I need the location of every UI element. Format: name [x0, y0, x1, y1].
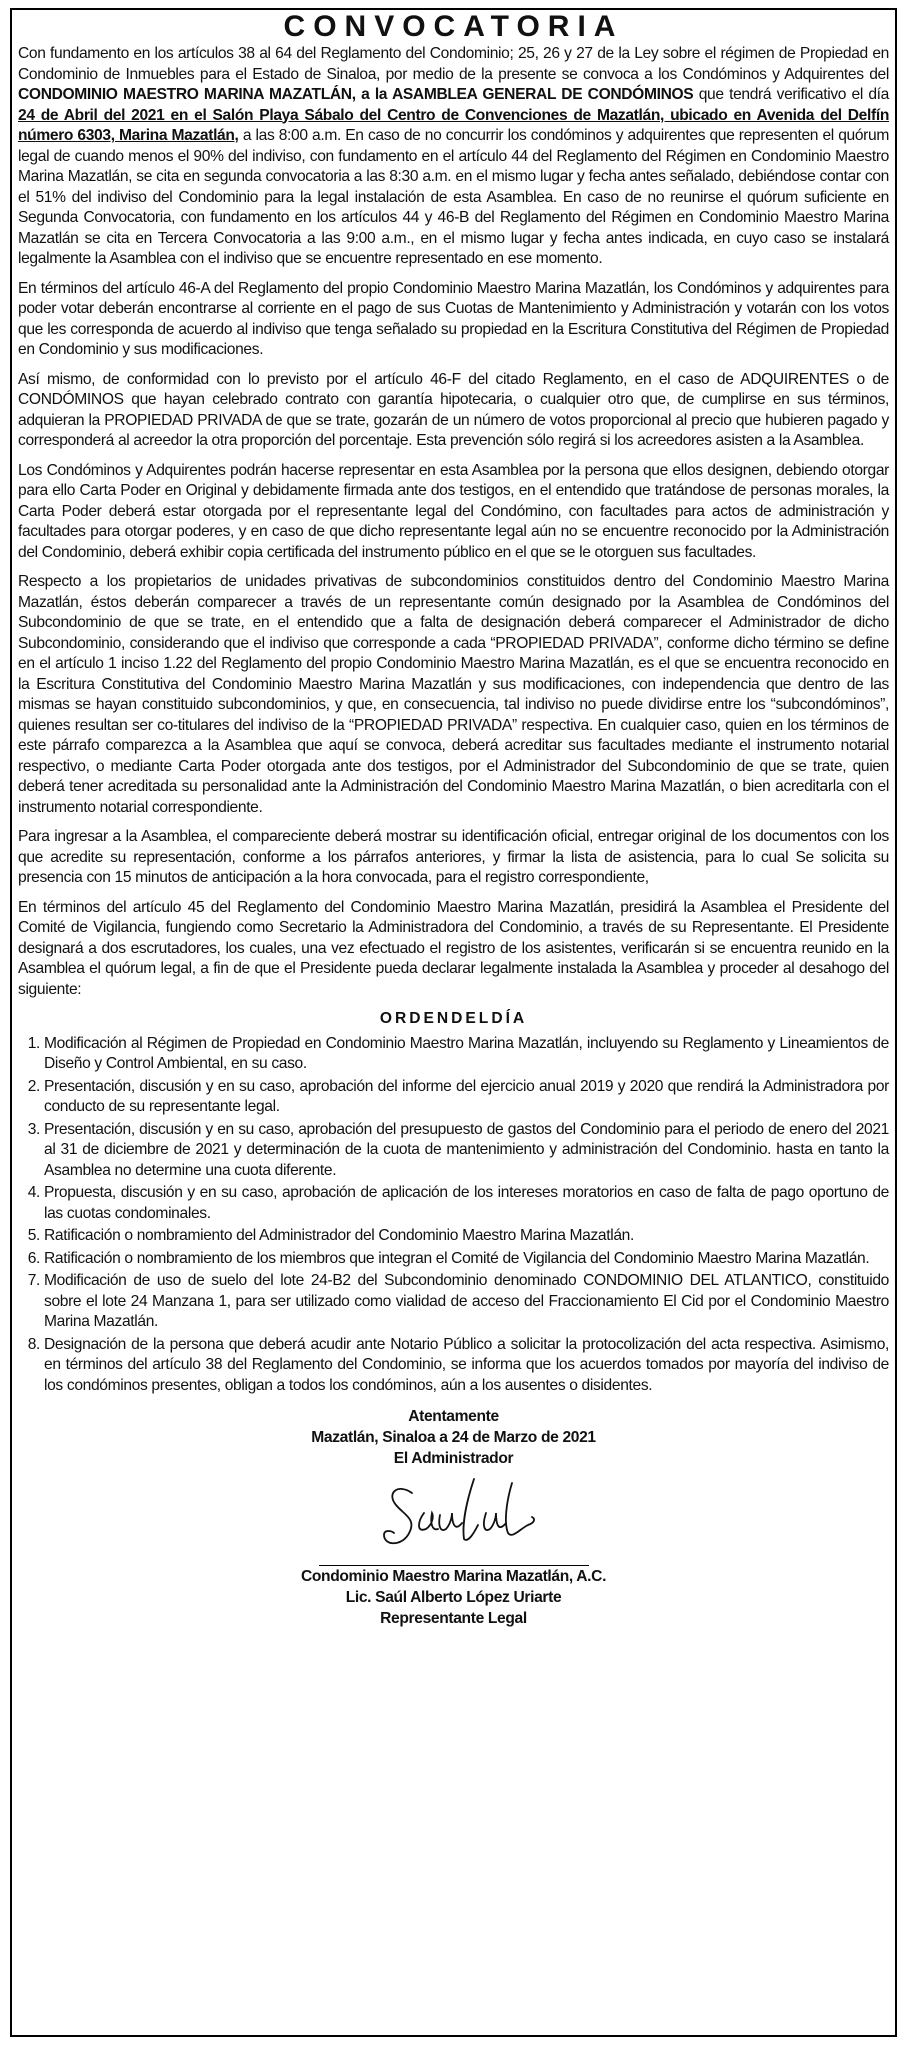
convocation-text-1: Con fundamento en los artículos 38 al 64 del Reglamento del Condominio; 25, 26 y 27 de la Ley sobre el régimen de Propiedad en Condominio de Inmuebles para el Estado de Sinaloa, por medio de la presente se convoca a los Condóminos y Adquirentes del: [18, 45, 889, 83]
paragraph-subcondominiums: Respecto a los propietarios de unidades privativas de subcondominios constituidos dentro del Condominio Maestro Marina Mazatlán, éstos deberán comparecer a través de un representante común designado por la Asamblea de Condóminos del Subcondominio de que se trate, en el entendido que a falta de designación deberá comparecer el Administrador de dicho Subcondominio, considerando que el indiviso que corresponde a cada “PROPIEDAD PRIVADA”, conforme dicho término se define en el artículo 1 inciso 1.22 del Reglamento del propio Condominio Maestro Marina Mazatlán, es el que se encuentra reconocido en la Escritura Constitutiva del Condominio Maestro Marina Mazatlán y sus modificaciones, con independencia que dentro de las mismas se hayan constituido subcondominios, y que, en consecuencia, tal indiviso no puede dividirse entre los “subcondóminos”, quienes resultan ser co-titulares del indiviso de la “PROPIEDAD PRIVADA” respectiva. En cualquier caso, quien en los términos de este párrafo comparezca a la Asamblea que aquí se convoca, deberá acreditar sus facultades mediante el instrumento notarial respectivo, o mediante Carta Poder otorgada ante dos testigos, por el Administrador del Subcondominio de que se trate, quien deberá tener acreditada su personalidad ante la Administración del Condominio Maestro Marina Mazatlán, o bien acreditarla con el instrumento notarial correspondiente.: [18, 573, 889, 816]
agenda-item: 3. Presentación, discusión y en su caso, aprobación del presupuesto de gastos del Condominio para el periodo de enero del 2021 al 31 de diciembre de 2021 y determinación de la cuota de mantenimiento y administración del Condominio. hasta en tanto la Asamblea no determine una cuota diferente.: [44, 1120, 889, 1182]
agenda-title: ORDENDELDÍA: [379, 1010, 528, 1027]
paragraph-representation: Los Condóminos y Adquirentes podrán hacerse representar en esta Asamblea por la persona que ellos designen, debiendo otorgar para ello Carta Poder en Original y debidamente firmada ante dos testigos, en el entendido que tratándose de personas morales, la Carta Poder deberá estar otorgada por el representante legal del Condómino, con facultades para actos de administración y facultades para otorgar poderes, y en caso de que dicho representante legal aún no se encuentre reconocido por la Administración del Condominio, deberá exhibir copia certificada del instrumento público en el que se le otorguen sus facultades.: [18, 461, 889, 561]
paragraph-registration: Para ingresar a la Asamblea, el compareciente deberá mostrar su identificación oficial, entregar original de los documentos con los que acredite su representación, conforme a los párrafos anteriores, y firmar la lista de asistencia, para lo cual Se solicita su presencia con 15 minutos de anticipación a la hora convocada, para el registro correspondiente,: [18, 828, 889, 886]
closing-atentamente: Atentamente: [408, 1408, 499, 1425]
agenda-item: 6. Ratificación o nombramiento de los miembros que integran el Comité de Vigilancia del Condominio Maestro Marina Mazatlán.: [44, 1249, 889, 1270]
agenda-item: 8. Designación de la persona que deberá acudir ante Notario Público a solicitar la protocolización del acta respectiva. Asimismo, en términos del artículo 38 del Reglamento del Condominio, se informa que los acuerdos tomados por mayoría del indiviso de los condóminos presentes, obligan a todos los condóminos, aún a los ausentes o disidentes.: [44, 1335, 889, 1397]
agenda-item: 7. Modificación de uso de suelo del lote 24-B2 del Subcondominio denominado CONDOMINIO DEL ATLANTICO, constituido sobre el lote 24 Manzana 1, para ser utilizado como vialidad de acceso del Fraccionamiento El Cid por el Condominio Maestro Marina Mazatlán.: [44, 1271, 889, 1333]
agenda-item: 2. Presentación, discusión y en su caso, aprobación del informe del ejercicio anual 2019 y 2020 que rendirá la Administradora por conducto de su representante legal.: [44, 1077, 889, 1118]
paragraph-presidency: En términos del artículo 45 del Reglamento del Condominio Maestro Marina Mazatlán, presidirá la Asamblea el Presidente del Comité de Vigilancia, fungiendo como Secretario la Administradora del Condominio, a través de su Representante. El Presidente designará a dos escrutadores, los cuales, una vez efectuado el registro de los asistentes, verificarán si se encuentra reunido en la Asamblea el quórum legal, a fin de que el Presidente pueda declarar legalmente instalada la Asamblea y proceder al desahogo del siguiente:: [18, 898, 889, 998]
convocation-text-3: a las 8:00 a.m. En caso de no concurrir los condóminos y adquirentes que representen el quórum legal de cuando menos el 90% del indiviso, con fundamento en el artículo 44 del Reglamento del Régimen en Condominio Maestro Marina Mazatlán, se cita en segunda convocatoria a las 8:30 a.m. en el mismo lugar y fecha antes señalado, debiéndose contar con el 51% del indiviso del Condominio para la legal instalación de esta Asamblea. En caso de no reunirse el quórum suficiente en Segunda Convocatoria, con fundamento en los artículos 44 y 46-B del Reglamento del Régimen en Condominio Maestro Marina Mazatlán se cita en Tercera Convocatoria a las 9:00 a.m., en el mismo lugar y fecha antes indicada, en cuyo caso se instalará legalmente la Asamblea con el indiviso que se encuentre representado en ese momento.: [18, 127, 889, 267]
paragraph-convocation: [18, 44, 889, 270]
closing-organization: Condominio Maestro Marina Mazatlán, A.C.: [300, 1568, 607, 1585]
closing-place-date: Mazatlán, Sinaloa a 24 de Marzo de 2021: [311, 1429, 596, 1446]
page-title: CONVOCATORIA: [283, 10, 624, 43]
paragraph-mortgage-votes: Así mismo, de conformidad con lo previsto por el artículo 46-F del citado Reglamento, en el caso de ADQUIRENTES o de CONDÓMINOS que hayan celebrado contrato con garantía hipotecaria, o cualquier otro que, de cumplirse en sus términos, adquieran la PROPIEDAD PRIVADA de que se trate, gozarán de un número de votos proporcional al precio que hubieren pagado y corresponderá al acreedor la otra proporción del porcentaje. Esta prevención sólo regirá si los acreedores asisten a la Asamblea.: [18, 370, 889, 449]
handwritten-signature: [378, 1473, 538, 1563]
convocation-date-location: 24 de Abril del 2021 en el Salón Playa Sábalo del Centro de Convenciones de Mazatlán, ubicado en Avenida del Delfín número 6303, Marina Mazatlán,: [18, 106, 889, 144]
closing-block: [18, 1406, 889, 1629]
agenda-list: [18, 1034, 889, 1397]
paragraph-voting-rights: En términos del artículo 46-A del Reglamento del propio Condominio Maestro Marina Mazatlán, los Condóminos y adquirentes para poder votar deberán encontrarse al corriente en el pago de sus Cuotas de Mantenimiento y Administración y votarán con los votos que les corresponda de acuerdo al indiviso que tenga señalado su propiedad en la Escritura Constitutiva del Régimen de Propiedad en Condominio y sus modificaciones.: [18, 279, 889, 358]
convocation-bold-assembly: CONDOMINIO MAESTRO MARINA MAZATLÁN, a la ASAMBLEA GENERAL DE CONDÓMINOS: [18, 86, 694, 103]
closing-role: El Administrador: [393, 1450, 514, 1467]
agenda-item: 1. Modificación al Régimen de Propiedad en Condominio Maestro Marina Mazatlán, incluyendo su Reglamento y Lineamientos de Diseño y Control Ambiental, en su caso.: [44, 1034, 889, 1075]
signature-area: [18, 1469, 889, 1565]
closing-signatory-name: Lic. Saúl Alberto López Uriarte: [345, 1589, 562, 1606]
convocatoria-notice: [10, 8, 897, 2037]
agenda-item: 5. Ratificación o nombramiento del Administrador del Condominio Maestro Marina Mazatlán.: [44, 1226, 889, 1247]
convocation-text-2: que tendrá verificativo el día: [693, 86, 889, 103]
closing-position: Representante Legal: [380, 1610, 527, 1627]
agenda-item: 4. Propuesta, discusión y en su caso, aprobación de aplicación de los intereses moratorios en caso de falta de pago oportuno de las cuotas condominales.: [44, 1183, 889, 1224]
